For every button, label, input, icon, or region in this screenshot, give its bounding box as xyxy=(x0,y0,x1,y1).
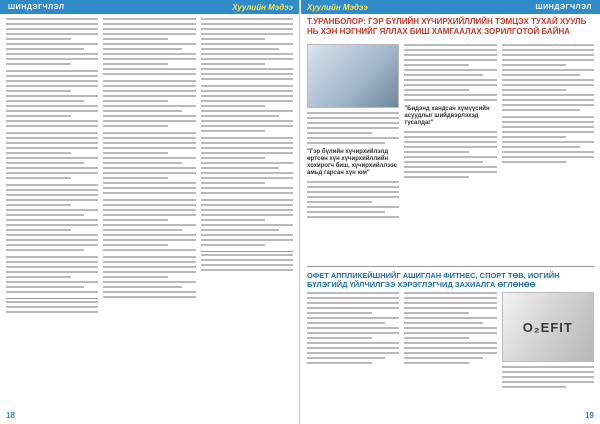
pull-quote: "Гэр бүлийн хүчирхийлэлд өртсөн хүн хүчирхийллийн хохирогч биш, хүчирхийллээс амьд гарсан хүн юм" xyxy=(307,149,398,176)
ofit-photo xyxy=(502,292,594,362)
paragraph-block xyxy=(307,181,399,218)
paragraph-block xyxy=(6,18,98,65)
left-section-label: ШИНДЭГЧЛЭЛ xyxy=(8,3,65,11)
paragraph-block xyxy=(201,85,293,132)
divider xyxy=(307,266,594,267)
paragraph-block xyxy=(103,199,195,251)
left-col-1 xyxy=(6,18,98,408)
portrait-photo xyxy=(307,44,399,108)
left-page-number: 18 xyxy=(6,411,15,420)
paragraph-block xyxy=(103,18,195,75)
second-col-1 xyxy=(307,292,399,391)
paragraph-block xyxy=(6,184,98,251)
right-logo: Хуулийн Мэдээ xyxy=(307,2,368,12)
second-article-title: ОФЕТ АППЛИКЕЙШНИЙГ АШИГЛАН ФИТНЕС, СПОРТ ТӨВ, ИОГИЙН БҮЛЭГИЙД ҮЙЛЧИЛГЭЭ ХЭРЭГЛЭГЧИД ЗАХИАЛГА ӨГЛӨНӨӨ xyxy=(307,271,560,289)
left-col-2 xyxy=(103,18,195,408)
paragraph-block xyxy=(6,132,98,179)
photo-brand-text: O₂EFIT xyxy=(522,319,573,335)
left-columns xyxy=(6,18,293,408)
paragraph-block xyxy=(307,112,399,144)
paragraph-block xyxy=(502,116,594,163)
paragraph-block xyxy=(6,70,98,127)
paragraph-block xyxy=(201,18,293,80)
paragraph-block xyxy=(502,44,594,111)
paragraph-block xyxy=(404,44,496,101)
right-page-number: 19 xyxy=(585,411,594,420)
right-page xyxy=(301,0,600,424)
second-article xyxy=(307,262,594,391)
second-col-2 xyxy=(404,292,496,391)
paragraph-block xyxy=(103,80,195,127)
paragraph-block xyxy=(201,199,293,246)
article-title: Т.УРАНБОЛОР: ГЭР БҮЛИЙН ХҮЧИРХИЙЛЛИЙН ТЭМЦЭХ ТУХАЙ ХУУЛЬ НЬ ХЭН НЭГНИЙГ ЯЛЛАХ БИШ ХАМГААЛАХ ЗОРИЛГОТОЙ БАЙНА xyxy=(307,17,587,36)
pull-quote: "Бидэнд хандсан хүмүүсийн асуудлыг шийдвэрлэхэд тусалдаг" xyxy=(404,106,490,126)
paragraph-block xyxy=(103,132,195,194)
second-article-columns xyxy=(307,292,594,391)
right-section-label: ШИНДЭГЧЛЭЛ xyxy=(535,3,592,11)
paragraph-block xyxy=(6,256,98,293)
footnote xyxy=(6,298,98,313)
left-col-3 xyxy=(201,18,293,408)
left-header-band xyxy=(0,0,299,14)
footnote xyxy=(201,251,293,271)
second-col-3 xyxy=(502,292,594,391)
paragraph-block xyxy=(404,131,496,178)
paragraph-block xyxy=(103,256,195,298)
left-logo: Хуулийн Мэдээ xyxy=(232,2,293,12)
paragraph-block xyxy=(201,137,293,194)
right-header-band xyxy=(301,0,600,14)
